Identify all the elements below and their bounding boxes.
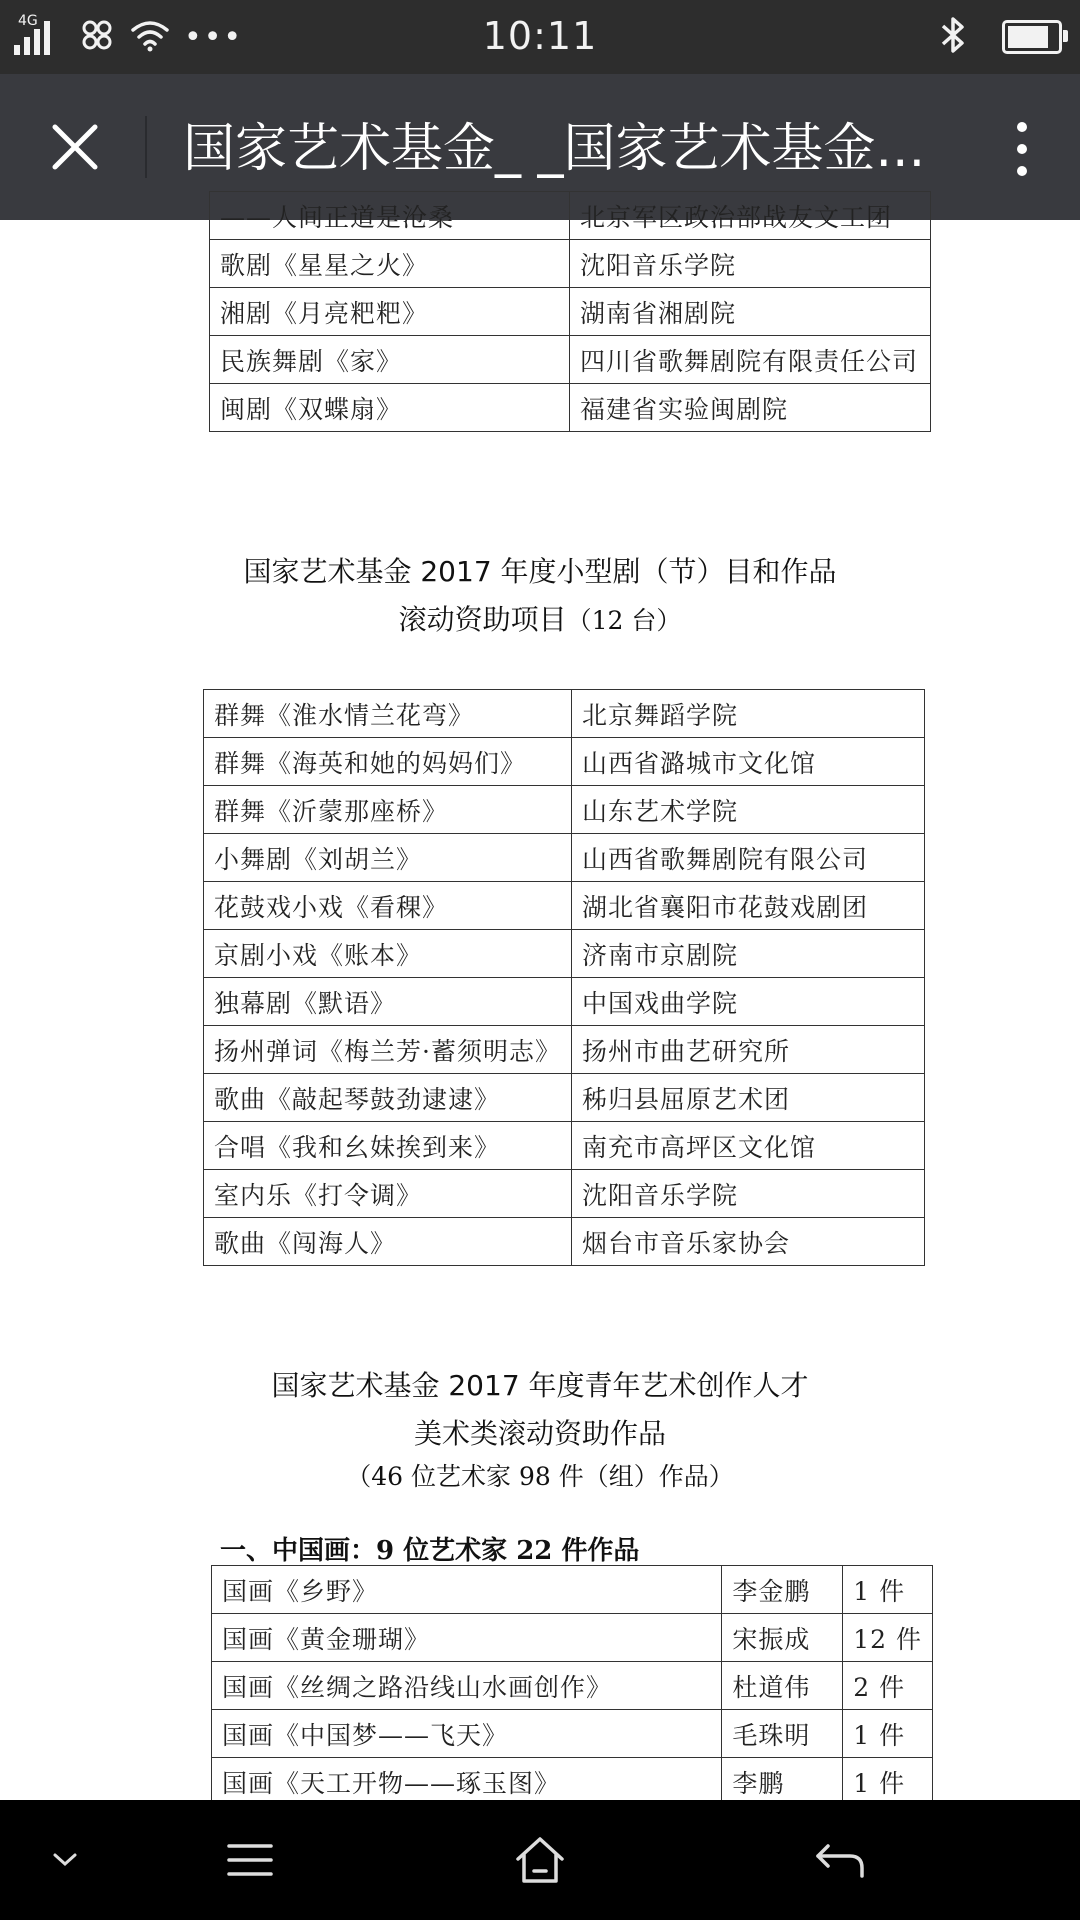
table-row bbox=[212, 1758, 933, 1806]
heading-line-1: 国家艺术基金 2017 年度青年艺术创作人才 bbox=[271, 1369, 809, 1402]
table-row bbox=[212, 1614, 933, 1662]
table-chinese-painting bbox=[211, 1565, 933, 1806]
heading-line-2: 美术类滚动资助作品 bbox=[413, 1417, 666, 1450]
table-cell: 山西省歌舞剧院有限公司 bbox=[571, 834, 924, 882]
table-cell: 扬州弹词《梅兰芳·蓄须明志》 bbox=[204, 1026, 572, 1074]
table-row bbox=[204, 1074, 925, 1122]
section-heading-small-productions bbox=[0, 548, 1080, 645]
table-cell: 湖南省湘剧院 bbox=[570, 288, 931, 336]
table-row bbox=[204, 1122, 925, 1170]
close-icon bbox=[51, 123, 99, 171]
table-cell: 独幕剧《默语》 bbox=[204, 978, 572, 1026]
heading-line-1: 国家艺术基金 2017 年度小型剧（节）目和作品 bbox=[243, 555, 837, 588]
table-cell: 国画《乡野》 bbox=[212, 1566, 722, 1614]
table-cell: 民族舞剧《家》 bbox=[210, 336, 570, 384]
table-cell: 1 件 bbox=[843, 1710, 933, 1758]
table-cell: 秭归县屈原艺术团 bbox=[571, 1074, 924, 1122]
nav-menu-button[interactable] bbox=[210, 1800, 290, 1920]
table-row bbox=[210, 240, 931, 288]
table-cell: 沈阳音乐学院 bbox=[571, 1170, 924, 1218]
table-cell: 歌剧《星星之火》 bbox=[210, 240, 570, 288]
battery-icon bbox=[1002, 20, 1062, 54]
table-row bbox=[204, 786, 925, 834]
table-cell: 12 件 bbox=[843, 1614, 933, 1662]
table-cell: 南充市高坪区文化馆 bbox=[571, 1122, 924, 1170]
section-heading-young-talent bbox=[0, 1362, 1080, 1496]
table-cell: 北京军区政治部战友文工团 bbox=[570, 192, 931, 240]
bluetooth-icon bbox=[940, 15, 966, 59]
table-cell: 群舞《海英和她的妈妈们》 bbox=[204, 738, 572, 786]
table-cell: 国画《黄金珊瑚》 bbox=[212, 1614, 722, 1662]
table-row bbox=[210, 288, 931, 336]
table-row bbox=[210, 384, 931, 432]
table-row bbox=[204, 978, 925, 1026]
table-cell: 京剧小戏《账本》 bbox=[204, 930, 572, 978]
table-row bbox=[204, 738, 925, 786]
table-cell: 1 件 bbox=[843, 1758, 933, 1806]
back-icon bbox=[814, 1840, 866, 1880]
status-bar bbox=[0, 0, 1080, 74]
table-cell: 小舞剧《刘胡兰》 bbox=[204, 834, 572, 882]
table-cell: 合唱《我和幺妹挨到来》 bbox=[204, 1122, 572, 1170]
table-cell: 山东艺术学院 bbox=[571, 786, 924, 834]
table-cell: 歌曲《闯海人》 bbox=[204, 1218, 572, 1266]
heading-line-2-count: （12 台） bbox=[566, 606, 682, 635]
table-row bbox=[204, 690, 925, 738]
table-cell: 国画《丝绸之路沿线山水画创作》 bbox=[212, 1662, 722, 1710]
table-cell: 福建省实验闽剧院 bbox=[570, 384, 931, 432]
table-cell: 宋振成 bbox=[722, 1614, 843, 1662]
table-cell: 中国戏曲学院 bbox=[571, 978, 924, 1026]
table-cell: 湖北省襄阳市花鼓戏剧团 bbox=[571, 882, 924, 930]
table-row bbox=[204, 1218, 925, 1266]
table-small-productions bbox=[203, 689, 925, 1266]
status-right bbox=[940, 12, 1062, 62]
table-row bbox=[204, 834, 925, 882]
table-row bbox=[204, 882, 925, 930]
table-cell: 歌曲《敲起琴鼓劲逮逮》 bbox=[204, 1074, 572, 1122]
table-cell: 北京舞蹈学院 bbox=[571, 690, 924, 738]
table-row bbox=[212, 1566, 933, 1614]
network-type: 4G bbox=[18, 13, 38, 29]
home-icon bbox=[514, 1835, 566, 1885]
page-title: 国家艺术基金_ _国家艺术基金... bbox=[183, 119, 926, 179]
table-row bbox=[210, 336, 931, 384]
table-cell: 国画《天工开物——琢玉图》 bbox=[212, 1758, 722, 1806]
nav-collapse-button[interactable] bbox=[30, 1800, 100, 1920]
table-cell: 2 件 bbox=[843, 1662, 933, 1710]
heading-line-2 bbox=[0, 596, 1080, 645]
table-row bbox=[204, 1170, 925, 1218]
table-cell: 闽剧《双蝶扇》 bbox=[210, 384, 570, 432]
heading-line-3: （46 位艺术家 98 件（组）作品） bbox=[346, 1462, 734, 1491]
title-divider bbox=[145, 116, 147, 178]
table-cell: 济南市京剧院 bbox=[571, 930, 924, 978]
table-cell: 烟台市音乐家协会 bbox=[571, 1218, 924, 1266]
table-cell: 四川省歌舞剧院有限责任公司 bbox=[570, 336, 931, 384]
table-cell: 群舞《淮水情兰花弯》 bbox=[204, 690, 572, 738]
table-cell: 群舞《沂蒙那座桥》 bbox=[204, 786, 572, 834]
table-row bbox=[212, 1710, 933, 1758]
more-dots-icon: ••• bbox=[184, 19, 244, 55]
table-row bbox=[210, 192, 931, 240]
table-cell: 扬州市曲艺研究所 bbox=[571, 1026, 924, 1074]
table-productions bbox=[209, 191, 931, 432]
table-cell: 湘剧《月亮粑粑》 bbox=[210, 288, 570, 336]
article-content[interactable] bbox=[0, 202, 1080, 1800]
table-cell: 室内乐《打令调》 bbox=[204, 1170, 572, 1218]
table-cell: 山西省潞城市文化馆 bbox=[571, 738, 924, 786]
table-row bbox=[204, 930, 925, 978]
table-cell: 花鼓戏小戏《看稞》 bbox=[204, 882, 572, 930]
table-row bbox=[204, 1026, 925, 1074]
table-cell: ——人间正道是沧桑 bbox=[210, 192, 570, 240]
nav-home-button[interactable] bbox=[500, 1800, 580, 1920]
table-cell: 李鹏 bbox=[722, 1758, 843, 1806]
menu-icon bbox=[225, 1840, 275, 1880]
table-cell: 李金鹏 bbox=[722, 1566, 843, 1614]
close-button[interactable] bbox=[30, 112, 120, 182]
heading-line-2-main: 滚动资助项目 bbox=[398, 603, 567, 636]
table-cell: 国画《中国梦——飞天》 bbox=[212, 1710, 722, 1758]
clock: 10:11 bbox=[482, 14, 598, 58]
system-nav-bar bbox=[0, 1800, 1080, 1920]
table-row bbox=[212, 1662, 933, 1710]
subsection-title: 一、中国画：9 位艺术家 22 件作品 bbox=[220, 1536, 640, 1566]
table-cell: 1 件 bbox=[843, 1566, 933, 1614]
table-cell: 毛珠明 bbox=[722, 1710, 843, 1758]
nav-back-button[interactable] bbox=[800, 1800, 880, 1920]
table-cell: 杜道伟 bbox=[722, 1662, 843, 1710]
table-cell: 沈阳音乐学院 bbox=[570, 240, 931, 288]
chevron-down-icon bbox=[52, 1852, 78, 1868]
more-vertical-button[interactable] bbox=[1000, 114, 1044, 184]
